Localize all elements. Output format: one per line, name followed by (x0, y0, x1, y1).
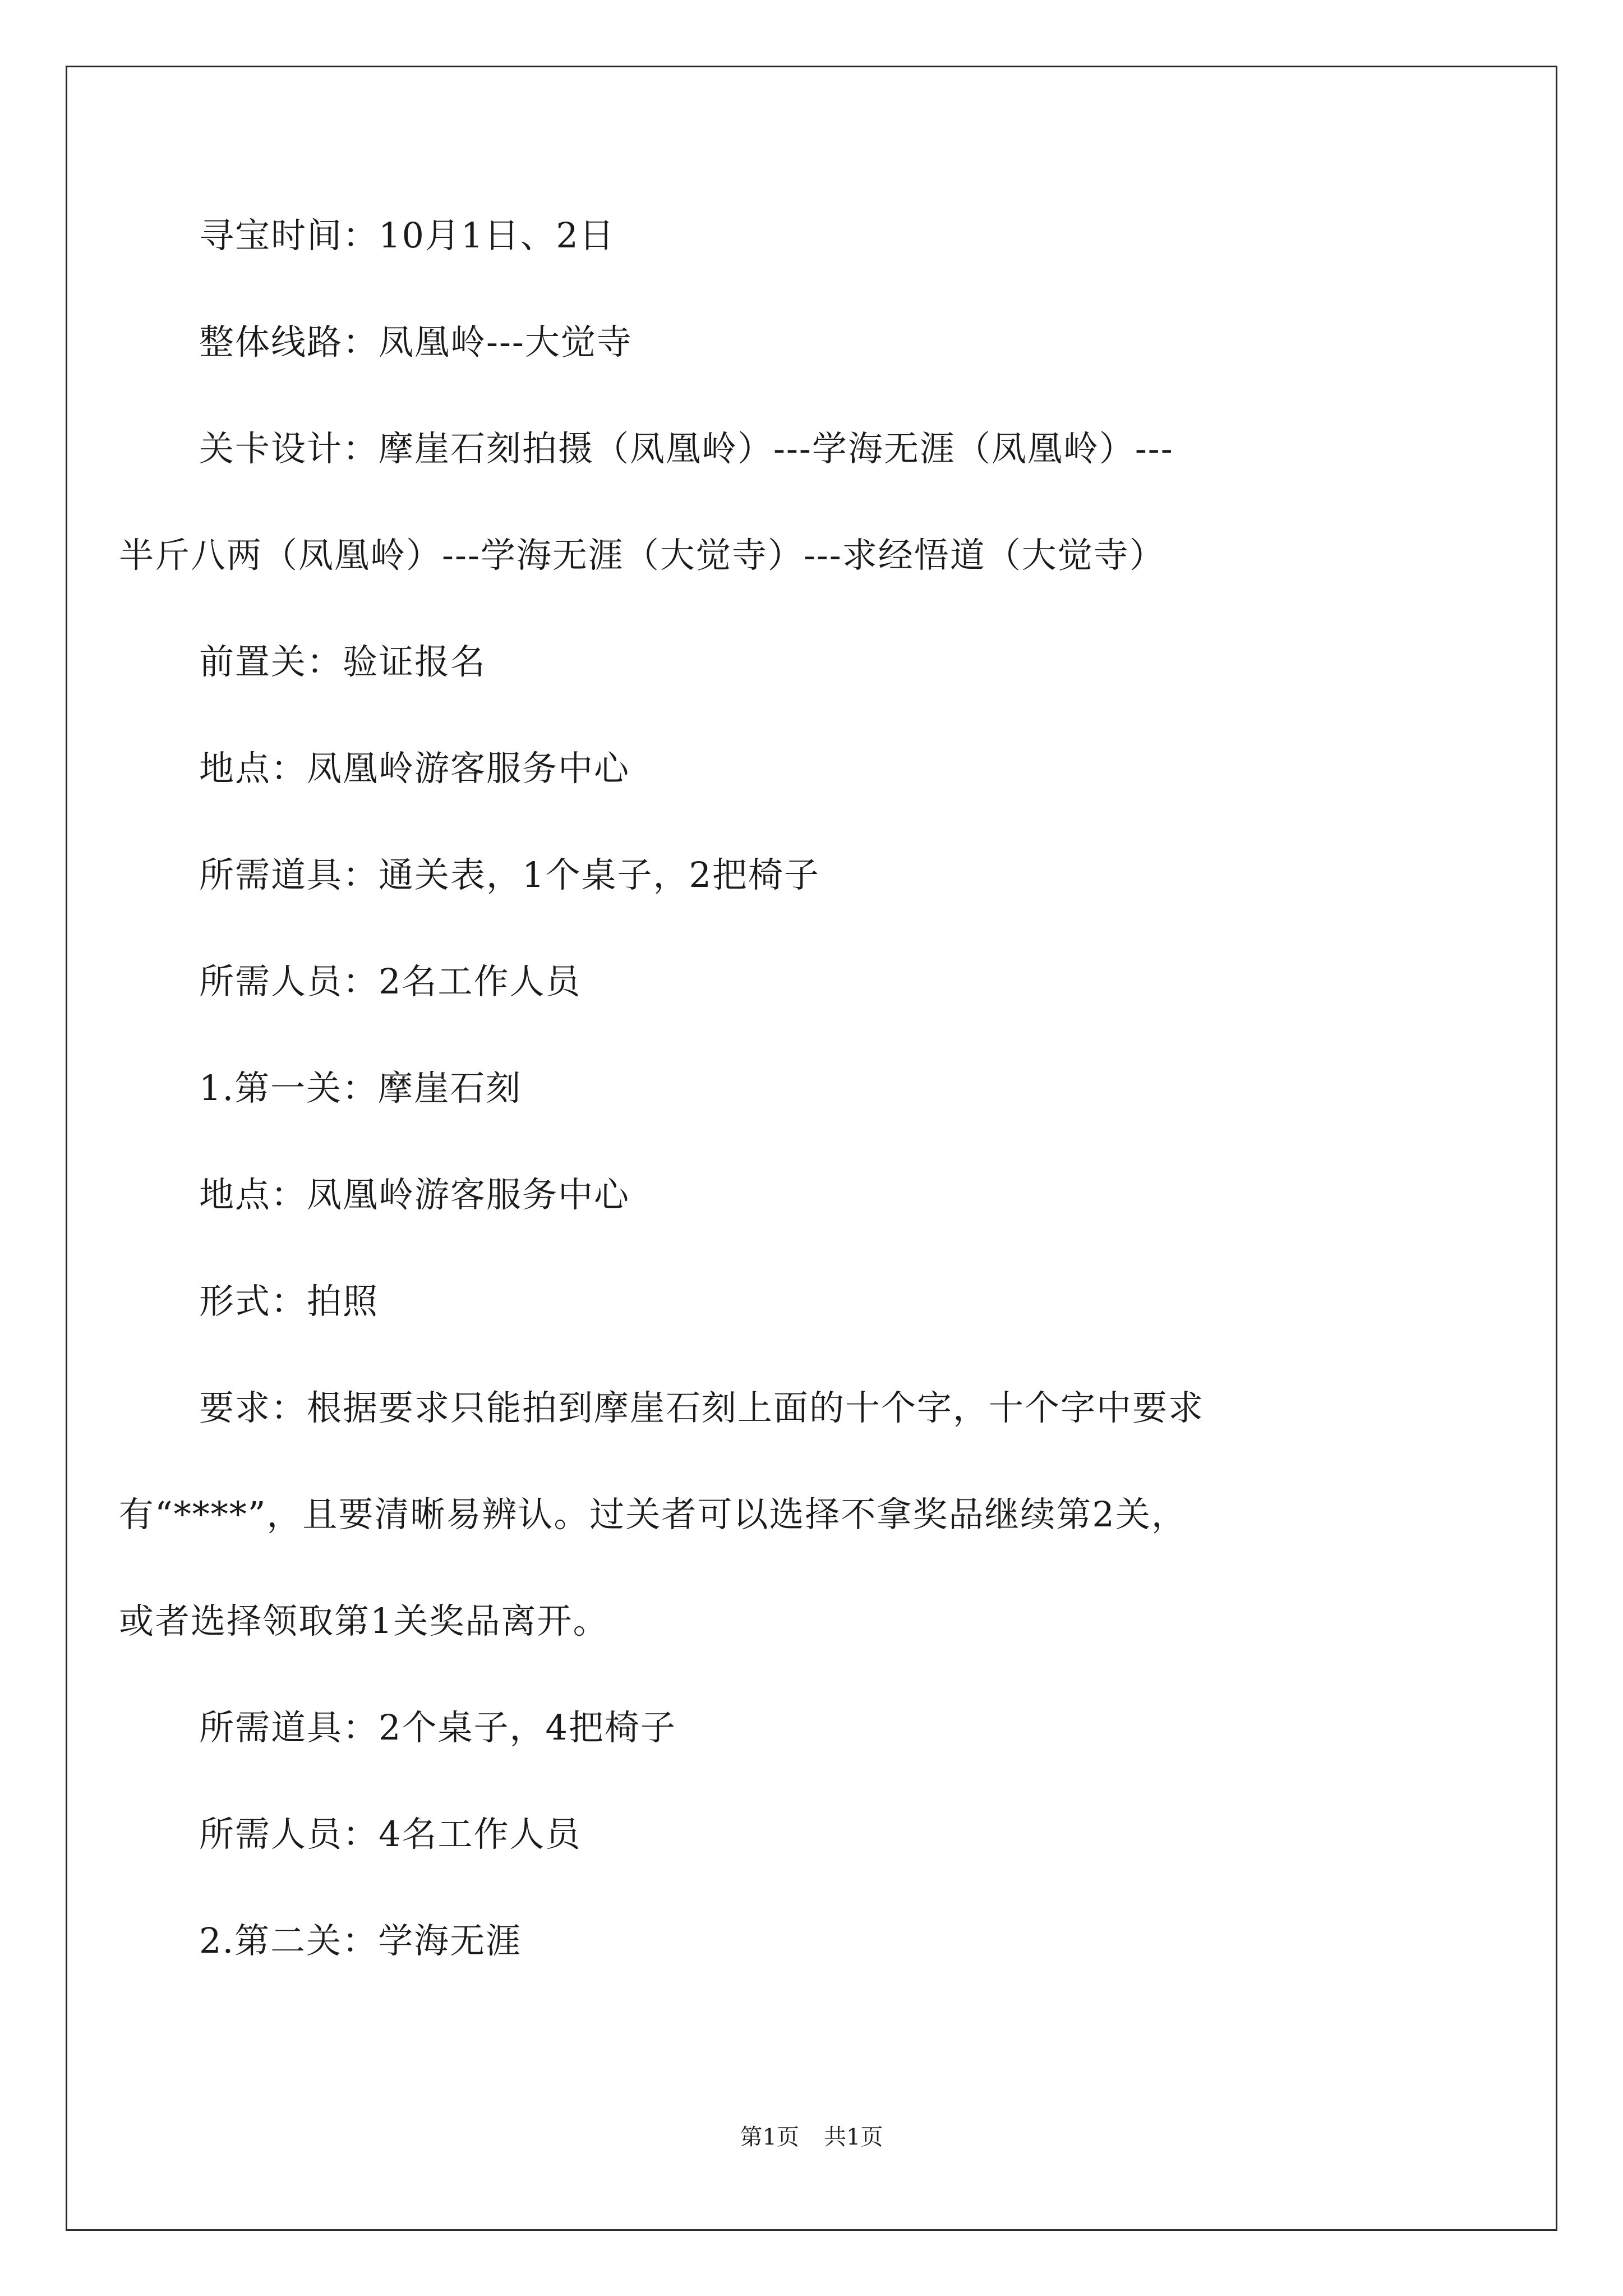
text-line-level-one-format: 形式：拍照 (199, 1281, 379, 1322)
text-line-location: 地点：凤凰岭游客服务中心 (199, 748, 630, 789)
text-line-search-time: 寻宝时间：10月1日、2日 (199, 215, 615, 256)
text-line-route: 整体线路：凤凰岭---大觉寺 (199, 321, 633, 362)
text-line-requirement: 要求：根据要求只能拍到摩崖石刻上面的十个字，十个字中要求 (199, 1387, 1205, 1428)
page-border (66, 66, 1557, 2231)
text-line-level-one-location: 地点：凤凰岭游客服务中心 (199, 1174, 630, 1215)
text-line-requirement-continued: 有“****”，且要清晰易辨认。过关者可以选择不拿奖品继续第2关， (119, 1494, 1187, 1535)
text-line-level-design-continued: 半斤八两（凤凰岭）---学海无涯（大觉寺）---求经悟道（大觉寺） (119, 535, 1165, 576)
page-number: 第1页 (740, 2124, 799, 2150)
text-line-level-one-props: 所需道具：2个桌子，4把椅子 (199, 1707, 676, 1748)
text-line-level-design: 关卡设计：摩崖石刻拍摄（凤凰岭）---学海无涯（凤凰岭）--- (199, 428, 1174, 469)
text-line-level-one-staff: 所需人员：4名工作人员 (199, 1814, 582, 1855)
page-total: 共1页 (824, 2124, 883, 2150)
text-line-level-two-heading: 2.第二关：学海无涯 (199, 1920, 522, 1961)
text-line-requirement-end: 或者选择领取第1关奖品离开。 (119, 1600, 609, 1641)
page-footer (0, 2120, 1623, 2154)
text-line-level-one-heading: 1.第一关：摩崖石刻 (199, 1068, 522, 1108)
text-line-props: 所需道具：通关表，1个桌子，2把椅子 (199, 854, 820, 895)
text-line-pre-level: 前置关：验证报名 (199, 641, 487, 682)
text-line-staff: 所需人员：2名工作人员 (199, 961, 582, 1002)
